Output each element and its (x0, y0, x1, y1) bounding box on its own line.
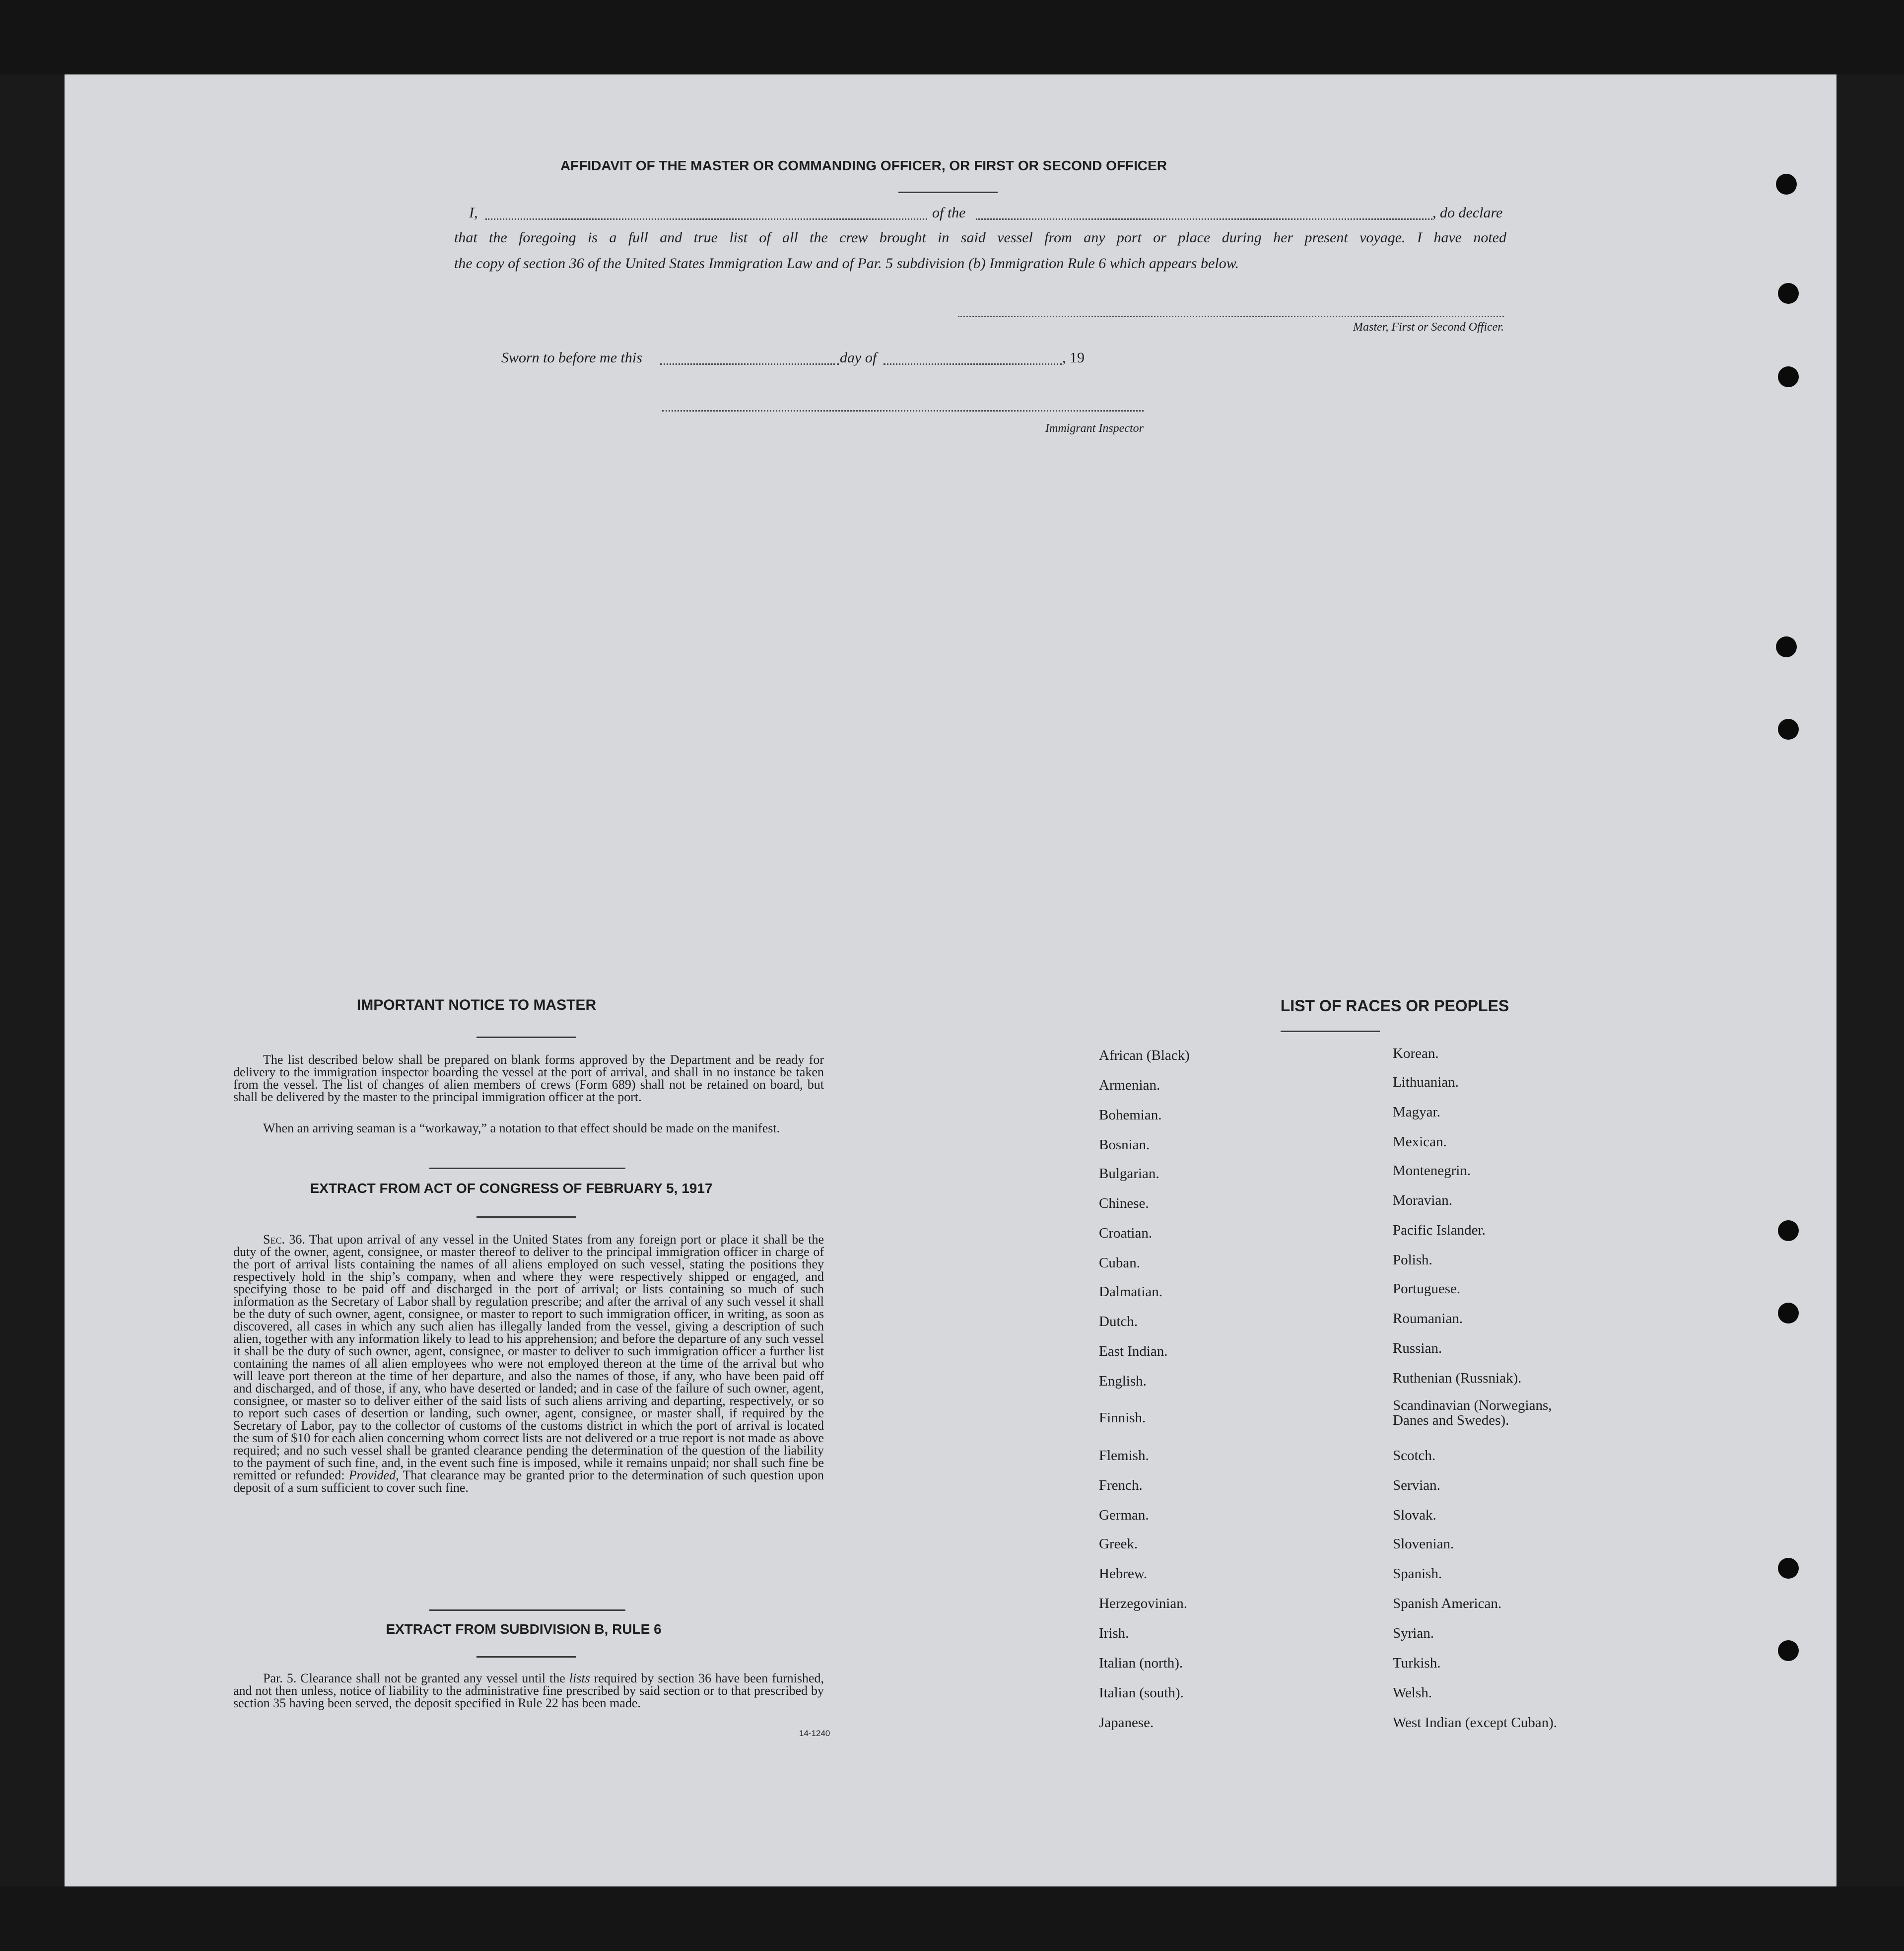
race-item: Turkish. (1393, 1655, 1441, 1671)
affidavit-of-the: of the (932, 205, 966, 221)
provided-word: Provided, (348, 1468, 399, 1482)
act-extract-end: That clearance may be granted prior to the determination of such question upon deposit of a sum sufficient to cover such fine. (233, 1468, 824, 1495)
punch-hole (1778, 283, 1799, 304)
race-item: Spanish. (1393, 1566, 1442, 1582)
sworn-month-blank[interactable] (884, 363, 1062, 365)
race-item: Dalmatian. (1099, 1284, 1163, 1300)
race-item: Korean. (1393, 1045, 1439, 1061)
inspector-signature-line[interactable] (662, 410, 1144, 412)
rule-text-b: required by section 36 have been furnished, and not then unless, notice of liability to the administrative fine prescribed by said section or to that prescribed by section 35 having been served, the deposit specified in Rule 22 has been made. (233, 1671, 824, 1710)
race-item: Mexican. (1393, 1134, 1447, 1150)
inspector-label: Immigrant Inspector (1045, 422, 1144, 435)
divider (1281, 1031, 1380, 1032)
sworn-day-blank[interactable] (660, 363, 839, 365)
affidavit-title: AFFIDAVIT OF THE MASTER OR COMMANDING OFFICER, OR FIRST OR SECOND OFFICER (560, 158, 1167, 173)
race-item: Bohemian. (1099, 1107, 1162, 1123)
race-item: Italian (north). (1099, 1655, 1183, 1671)
race-item: Croatian. (1099, 1225, 1153, 1241)
form-number: 14-1240 (799, 1729, 830, 1738)
divider (476, 1037, 576, 1038)
rule-extract-text (233, 1672, 824, 1709)
divider (429, 1609, 625, 1611)
punch-hole (1778, 1558, 1799, 1579)
affidavit-declare: , do declare (1432, 205, 1503, 221)
race-item: Slovak. (1393, 1507, 1436, 1523)
punch-hole (1776, 636, 1797, 657)
race-item: West Indian (except Cuban). (1393, 1715, 1558, 1731)
affidavit-line3: the copy of section 36 of the United States Immigration Law and of Par. 5 subdivision (b) Immigration Rule 6 which appears below. (454, 255, 1239, 272)
vessel-blank[interactable] (976, 218, 1432, 220)
punch-hole (1778, 1640, 1799, 1661)
race-item: Flemish. (1099, 1448, 1149, 1463)
race-item: Moravian. (1393, 1192, 1452, 1208)
punch-hole (1778, 366, 1799, 387)
race-item: Finnish. (1099, 1410, 1146, 1426)
rule-extract-title: EXTRACT FROM SUBDIVISION B, RULE 6 (386, 1621, 662, 1637)
race-item: Magyar. (1393, 1104, 1440, 1120)
race-item: Irish. (1099, 1625, 1129, 1641)
divider (476, 1656, 576, 1658)
name-blank[interactable] (485, 218, 927, 220)
race-item: Ruthenian (Russniak). (1393, 1370, 1522, 1386)
race-item: Portuguese. (1393, 1281, 1461, 1297)
race-item: Pacific Islander. (1393, 1222, 1486, 1238)
race-item: Montenegrin. (1393, 1163, 1471, 1179)
sworn-year: , 19 (1062, 349, 1085, 366)
affidavit-i: I, (469, 205, 478, 221)
race-item: German. (1099, 1507, 1149, 1523)
race-item: Bulgarian. (1099, 1166, 1159, 1182)
race-item: Scotch. (1393, 1448, 1436, 1463)
rule-lists-word: lists (569, 1671, 590, 1685)
race-item: Slovenian. (1393, 1536, 1454, 1552)
race-item: Polish. (1393, 1252, 1432, 1268)
race-item: Armenian. (1099, 1077, 1160, 1093)
race-item: Japanese. (1099, 1715, 1154, 1731)
race-item: Syrian. (1393, 1625, 1434, 1641)
race-item: Servian. (1393, 1477, 1440, 1493)
race-item: French. (1099, 1477, 1143, 1493)
race-item: Hebrew. (1099, 1566, 1148, 1582)
race-item: Welsh. (1393, 1685, 1432, 1701)
section-label: Sec. 36. (263, 1232, 305, 1247)
punch-hole (1778, 1220, 1799, 1241)
punch-hole (1776, 174, 1797, 195)
race-item: Spanish American. (1393, 1596, 1502, 1611)
act-extract-body: That upon arrival of any vessel in the United States from any foreign port or place it shall be the duty of the owner, agent, consignee, or master thereof to deliver to the principal immigration officer in charge of the port of arrival lists containing the names of all aliens employed on such vessel, stating the positions they respectively hold in the ship’s company, when and where they were respectively shipped or engaged, and specifying those to be paid off and discharged in the port of arrival; or lists containing so much of such information as the Secretary of Labor shall by regulation prescribe; and after the arrival of any such vessel it shall be the duty of such owner, agent, consignee, or master to report to such immigration officer, in writing, as soon as discovered, all cases in which any such alien has illegally landed from the vessel, giving a description of such alien, together with any information likely to lead to his apprehension; and before the departure of any such vessel it shall be the duty of such owner, agent, consignee, or master to deliver to such immigration officer a further list containing the names of all alien employees who were not employed thereon at the time of the arrival but who will leave port thereon at the time of her departure, and also the names of those, if any, who have been paid off and discharged, and of those, if any, who have deserted or landed; and in case of the failure of such owner, agent, consignee, or master so to deliver either of the said lists of such aliens arriving and departing, respectively, or so to report such cases of desertion or landing, such owner, agent, consignee, or master shall, if required by the Secretary of Labor, pay to the collector of customs of the customs district in which the port of arrival is located the sum of $10 for each alien concerning whom correct lists are not delivered or a true report is not made as above required; and no such vessel shall be granted clearance pending the determination of the question of the liability to the payment of such fine, and, in the event such fine is imposed, while it remains unpaid; nor shall such fine be remitted or refunded: (233, 1232, 824, 1482)
rule-text-a: Par. 5. Clearance shall not be granted any vessel until the (263, 1671, 565, 1685)
divider (898, 192, 998, 193)
scan-border-bottom (0, 1886, 1904, 1951)
act-extract-text (233, 1233, 824, 1494)
master-signature-line[interactable] (958, 316, 1504, 317)
affidavit-line2: that the foregoing is a full and true list of all the crew brought in said vessel from any port or place during her present voyage. I have noted (454, 229, 1506, 246)
punch-hole (1778, 719, 1799, 740)
race-item: Scandinavian (Norwegians, Danes and Swedes). (1393, 1397, 1552, 1428)
punch-hole (1778, 1303, 1799, 1324)
race-item: Dutch. (1099, 1314, 1138, 1329)
race-item: English. (1099, 1373, 1147, 1389)
race-item: Chinese. (1099, 1195, 1149, 1211)
notice-title: IMPORTANT NOTICE TO MASTER (356, 997, 597, 1013)
race-item: Roumanian. (1393, 1311, 1463, 1326)
races-title: LIST OF RACES OR PEOPLES (1280, 997, 1509, 1015)
race-item: Cuban. (1099, 1255, 1140, 1271)
divider (476, 1216, 576, 1218)
race-item: Italian (south). (1099, 1685, 1184, 1701)
notice-paragraph-2: When an arriving seaman is a “workaway,” a notation to that effect should be made on the manifest. (263, 1121, 780, 1135)
sworn-day-of: day of (840, 349, 877, 366)
race-item: East Indian. (1099, 1343, 1168, 1359)
scan-border-top (0, 0, 1904, 74)
race-item: Lithuanian. (1393, 1074, 1459, 1090)
divider (429, 1168, 625, 1169)
race-item: Russian. (1393, 1340, 1442, 1356)
act-extract-title: EXTRACT FROM ACT OF CONGRESS OF FEBRUARY 5, 1917 (310, 1181, 713, 1196)
master-signature-label: Master, First or Second Officer. (1353, 321, 1504, 334)
race-item: Greek. (1099, 1536, 1138, 1552)
race-item: Herzegovinian. (1099, 1596, 1187, 1611)
sworn-prefix: Sworn to before me this (501, 349, 642, 366)
form-page (65, 74, 1836, 1886)
notice-paragraph-1: The list described below shall be prepared on blank forms approved by the Department and be ready for delivery to the immigration inspector boarding the vessel at the port of arrival, and shall in no instance be taken from the vessel. The list of changes of alien members of crews (Form 689) shall not be retained on board, but shall be delivered by the master to the principal immigration officer at the port. (233, 1052, 824, 1104)
race-item: African (Black) (1099, 1047, 1190, 1063)
race-item: Bosnian. (1099, 1137, 1150, 1153)
